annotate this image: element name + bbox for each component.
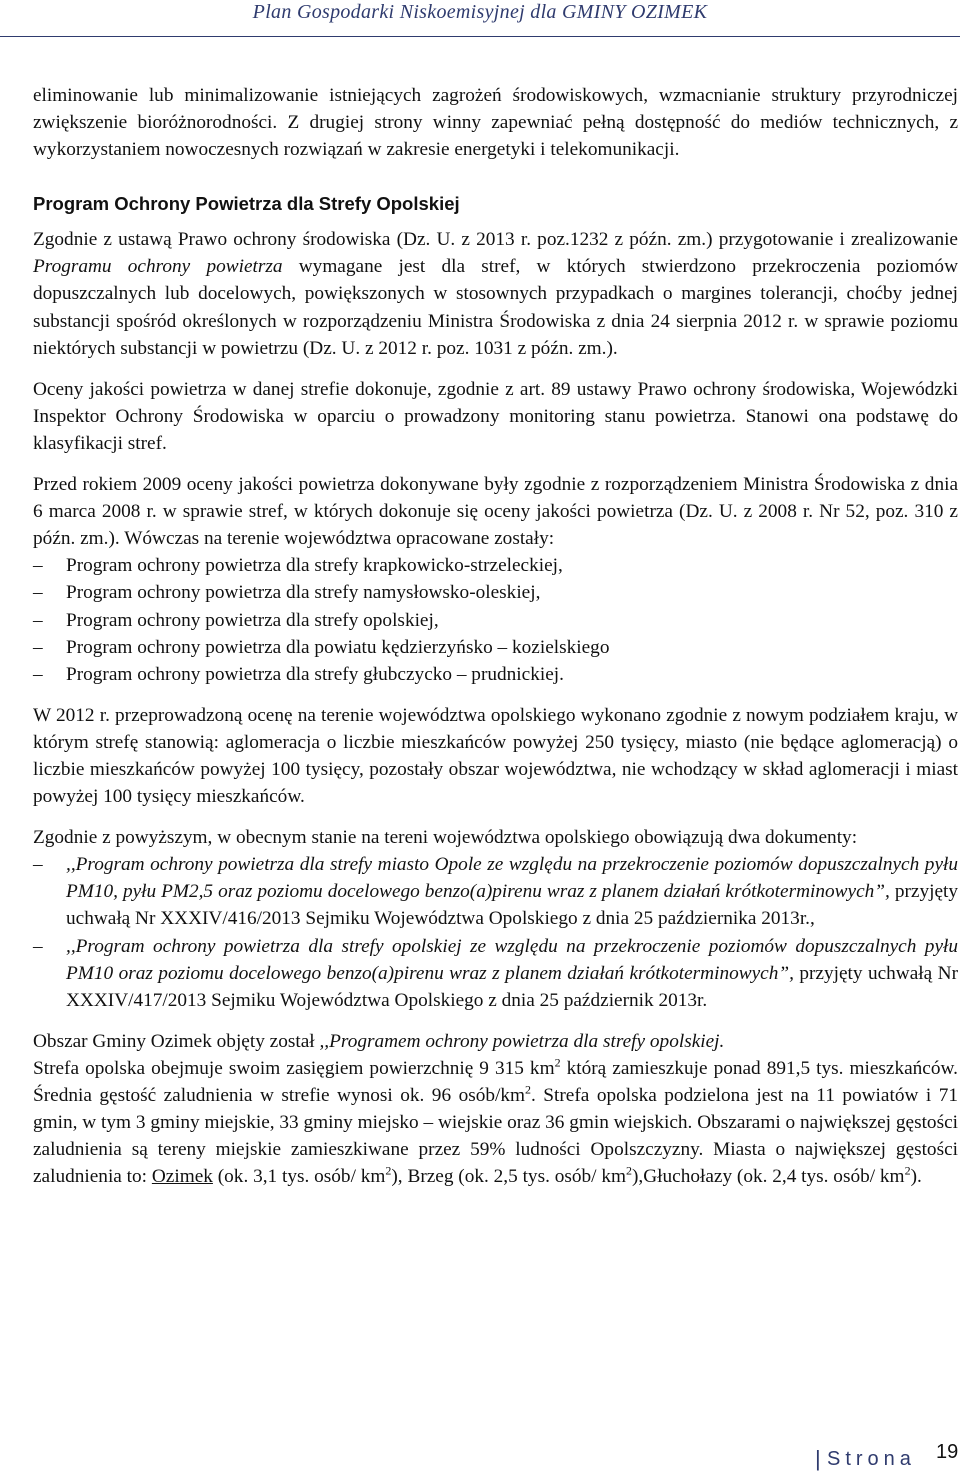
list-item [33,552,958,579]
list-item [33,579,958,606]
text-run: ),Głuchołazy (ok. 2,4 tys. osób/ km [631,1166,905,1188]
superscript: 2 [554,1055,561,1070]
page-content [33,82,958,1190]
text-run: Strefa opolska obejmuje swoim zasięgiem powierzchnię 9 315 km [33,1057,555,1079]
paragraph-zone-stats [33,1055,958,1190]
text-run: Obszar Gminy Ozimek objęty został [33,1030,320,1052]
list-item [33,661,958,688]
dash-bullet: – [33,555,43,577]
list-item [33,607,958,634]
text-run: . Strefa opolska podzielona jest na 11 powiatów i 71 gmin, w tym 3 gminy miejskie, 33 gminy miejsko – wiejskie oraz 36 gmin wiejskich. Obszarami o największej gęstości zaludnienia są tereny miejskie zamieszkiwane przez 59% ludności Opolszczyzny. Miasta o największej gęstości zaludnienia to: [33,1085,958,1188]
text-run: (ok. 3,1 tys. osób/ km [212,1166,386,1188]
dash-bullet: – [33,935,43,957]
list-item-text: przyjęty uchwałą Nr XXXIV/416/2013 Sejmiku Województwa Opolskiego z dnia 25 października 2013r., [66,881,958,930]
superscript: 2 [385,1163,392,1178]
italic-program-name: Programu ochrony powietrza [33,256,283,278]
text-run: ), Brzeg (ok. 2,5 tys. osób/ km [391,1166,626,1188]
list-item [33,933,958,1014]
text-run: którą zamieszkuje ponad 891,5 tys. mieszkańców. Średnia gęstość zaludnienia w strefie wynosi ok. 96 osób/km [33,1057,958,1106]
paragraph-intro: eliminowanie lub minimalizowanie istniejących zagrożeń środowiskowych, wzmacnianie struktury przyrodniczej zwiększenie bioróżnorodności. Z drugiej strony winny zapewniać pełną dostępność do mediów technicznych, z wykorzystaniem nowoczesnych rozwiązań w zakresie energetyki i telekomunikacji. [33,85,958,161]
dash-bullet: – [33,609,43,631]
paragraph-assessment: Oceny jakości powietrza w danej strefie dokonuje, zgodnie z art. 89 ustawy Prawo ochrony środowiska, Wojewódzki Inspektor Ochrony Środowiska w oparciu o prowadzony monitoring stanu powietrza. Stanowi ona podstawę do klasyfikacji stref. [33,378,958,454]
paragraph-2012-assessment: W 2012 r. przeprowadzoną ocenę na terenie województwa opolskiego wykonano zgodnie z nowym podziałem kraju, w którym strefę stanowią: aglomeracja o liczbie mieszkańców powyżej 250 tysięcy, miasto (nie będące aglomeracją) o liczbie mieszkańców powyżej 100 tysięcy, pozostały obszar województwa, nie wchodzący w skład aglomeracji i miast powyżej 100 tysięcy mieszkańców. [33,704,958,808]
document-title: Plan Gospodarki Niskoemisyjnej dla GMINY OZIMEK [252,1,708,23]
text-run: wymagane jest dla stref, w których stwierdzono przekroczenia poziomów dopuszczalnych lub docelowych, powiększonych w stosownych przypadkach o margines tolerancji, choćby jednej substancji spośród określonych w rozporządzeniu Ministra Środowiska z dnia 24 sierpnia 2012 r. w sprawie poziomu niektórych substancji w powietrzu (Dz. U. z 2012 r. poz. 1031 z późn. zm.). [33,256,958,359]
documents-list [33,851,958,1014]
dash-bullet: – [33,582,43,604]
dash-bullet: – [33,636,43,658]
superscript: 2 [625,1163,632,1178]
paragraph-documents: Zgodnie z powyższym, w obecnym stanie na tereni województwa opolskiego obowiązują dwa dokumenty: [33,827,858,849]
footer-label: Strona [827,1448,916,1470]
paragraph-ozimek [33,1028,958,1055]
ozimek-link: Ozimek [151,1166,213,1188]
list-item-text: Program ochrony powietrza dla strefy opolskiej, [66,609,439,631]
header-divider [0,36,960,37]
list-item [33,851,958,932]
footer-separator: | [815,1446,821,1471]
paragraph-law [33,226,958,361]
paragraph-history: Przed rokiem 2009 oceny jakości powietrza dokonywane były zgodnie z rozporządzeniem Ministra Środowiska z dnia 6 marca 2008 r. w sprawie stref, w których dokonuje się oceny jakości powietrza (Dz. U. z 2008 r. Nr 52, poz. 310 z późn. zm.). Wówczas na terenie województwa opracowane zostały: [33,474,958,550]
document-name: ,,Program ochrony powietrza dla strefy miasto Opole ze względu na przekroczenie poziomów dopuszczalnych pyłu PM10, pyłu PM2,5 oraz poziomu docelowego benzo(a)pirenu wraz z planem działań krótkoterminowych”, [66,854,958,903]
text-run: Zgodnie z ustawą Prawo ochrony środowiska (Dz. U. z 2013 r. poz.1232 z późn. zm.) przygotowanie i zrealizowanie [33,229,958,251]
page-footer [800,1430,960,1471]
list-item-text: Program ochrony powietrza dla strefy krapkowicko-strzeleckiej, [66,555,563,577]
dash-bullet: – [33,854,43,876]
page-number: 19 [936,1441,959,1463]
page-header [0,0,960,40]
dash-bullet: – [33,663,43,685]
superscript: 2 [525,1082,531,1097]
list-item [33,634,958,661]
list-item-text: Program ochrony powietrza dla powiatu kędzierzyńsko – kozielskiego [66,636,610,658]
text-run: ). [910,1166,922,1188]
list-item-text: Program ochrony powietrza dla strefy głubczycko – prudnickiej. [66,663,564,685]
superscript: 2 [904,1163,911,1178]
list-item-text: przyjęty uchwałą Nr XXXIV/417/2013 Sejmiku Województwa Opolskiego z dnia 25 październik 2013r. [66,962,958,1011]
list-item-text: Program ochrony powietrza dla strefy namysłowsko-oleskiej, [66,582,541,604]
document-name: ,,Program ochrony powietrza dla strefy opolskiej ze względu na przekroczenie poziomów dopuszczalnych pyłu PM10 oraz poziomu docelowego benzo(a)pirenu wraz z planem działań krótkoterminowych”, [66,935,958,984]
section-heading: Program Ochrony Powietrza dla Strefy Opolskiej [33,193,460,215]
italic-program-name: ,,Programem ochrony powietrza dla strefy opolskiej. [319,1030,725,1052]
programs-list [33,552,958,687]
